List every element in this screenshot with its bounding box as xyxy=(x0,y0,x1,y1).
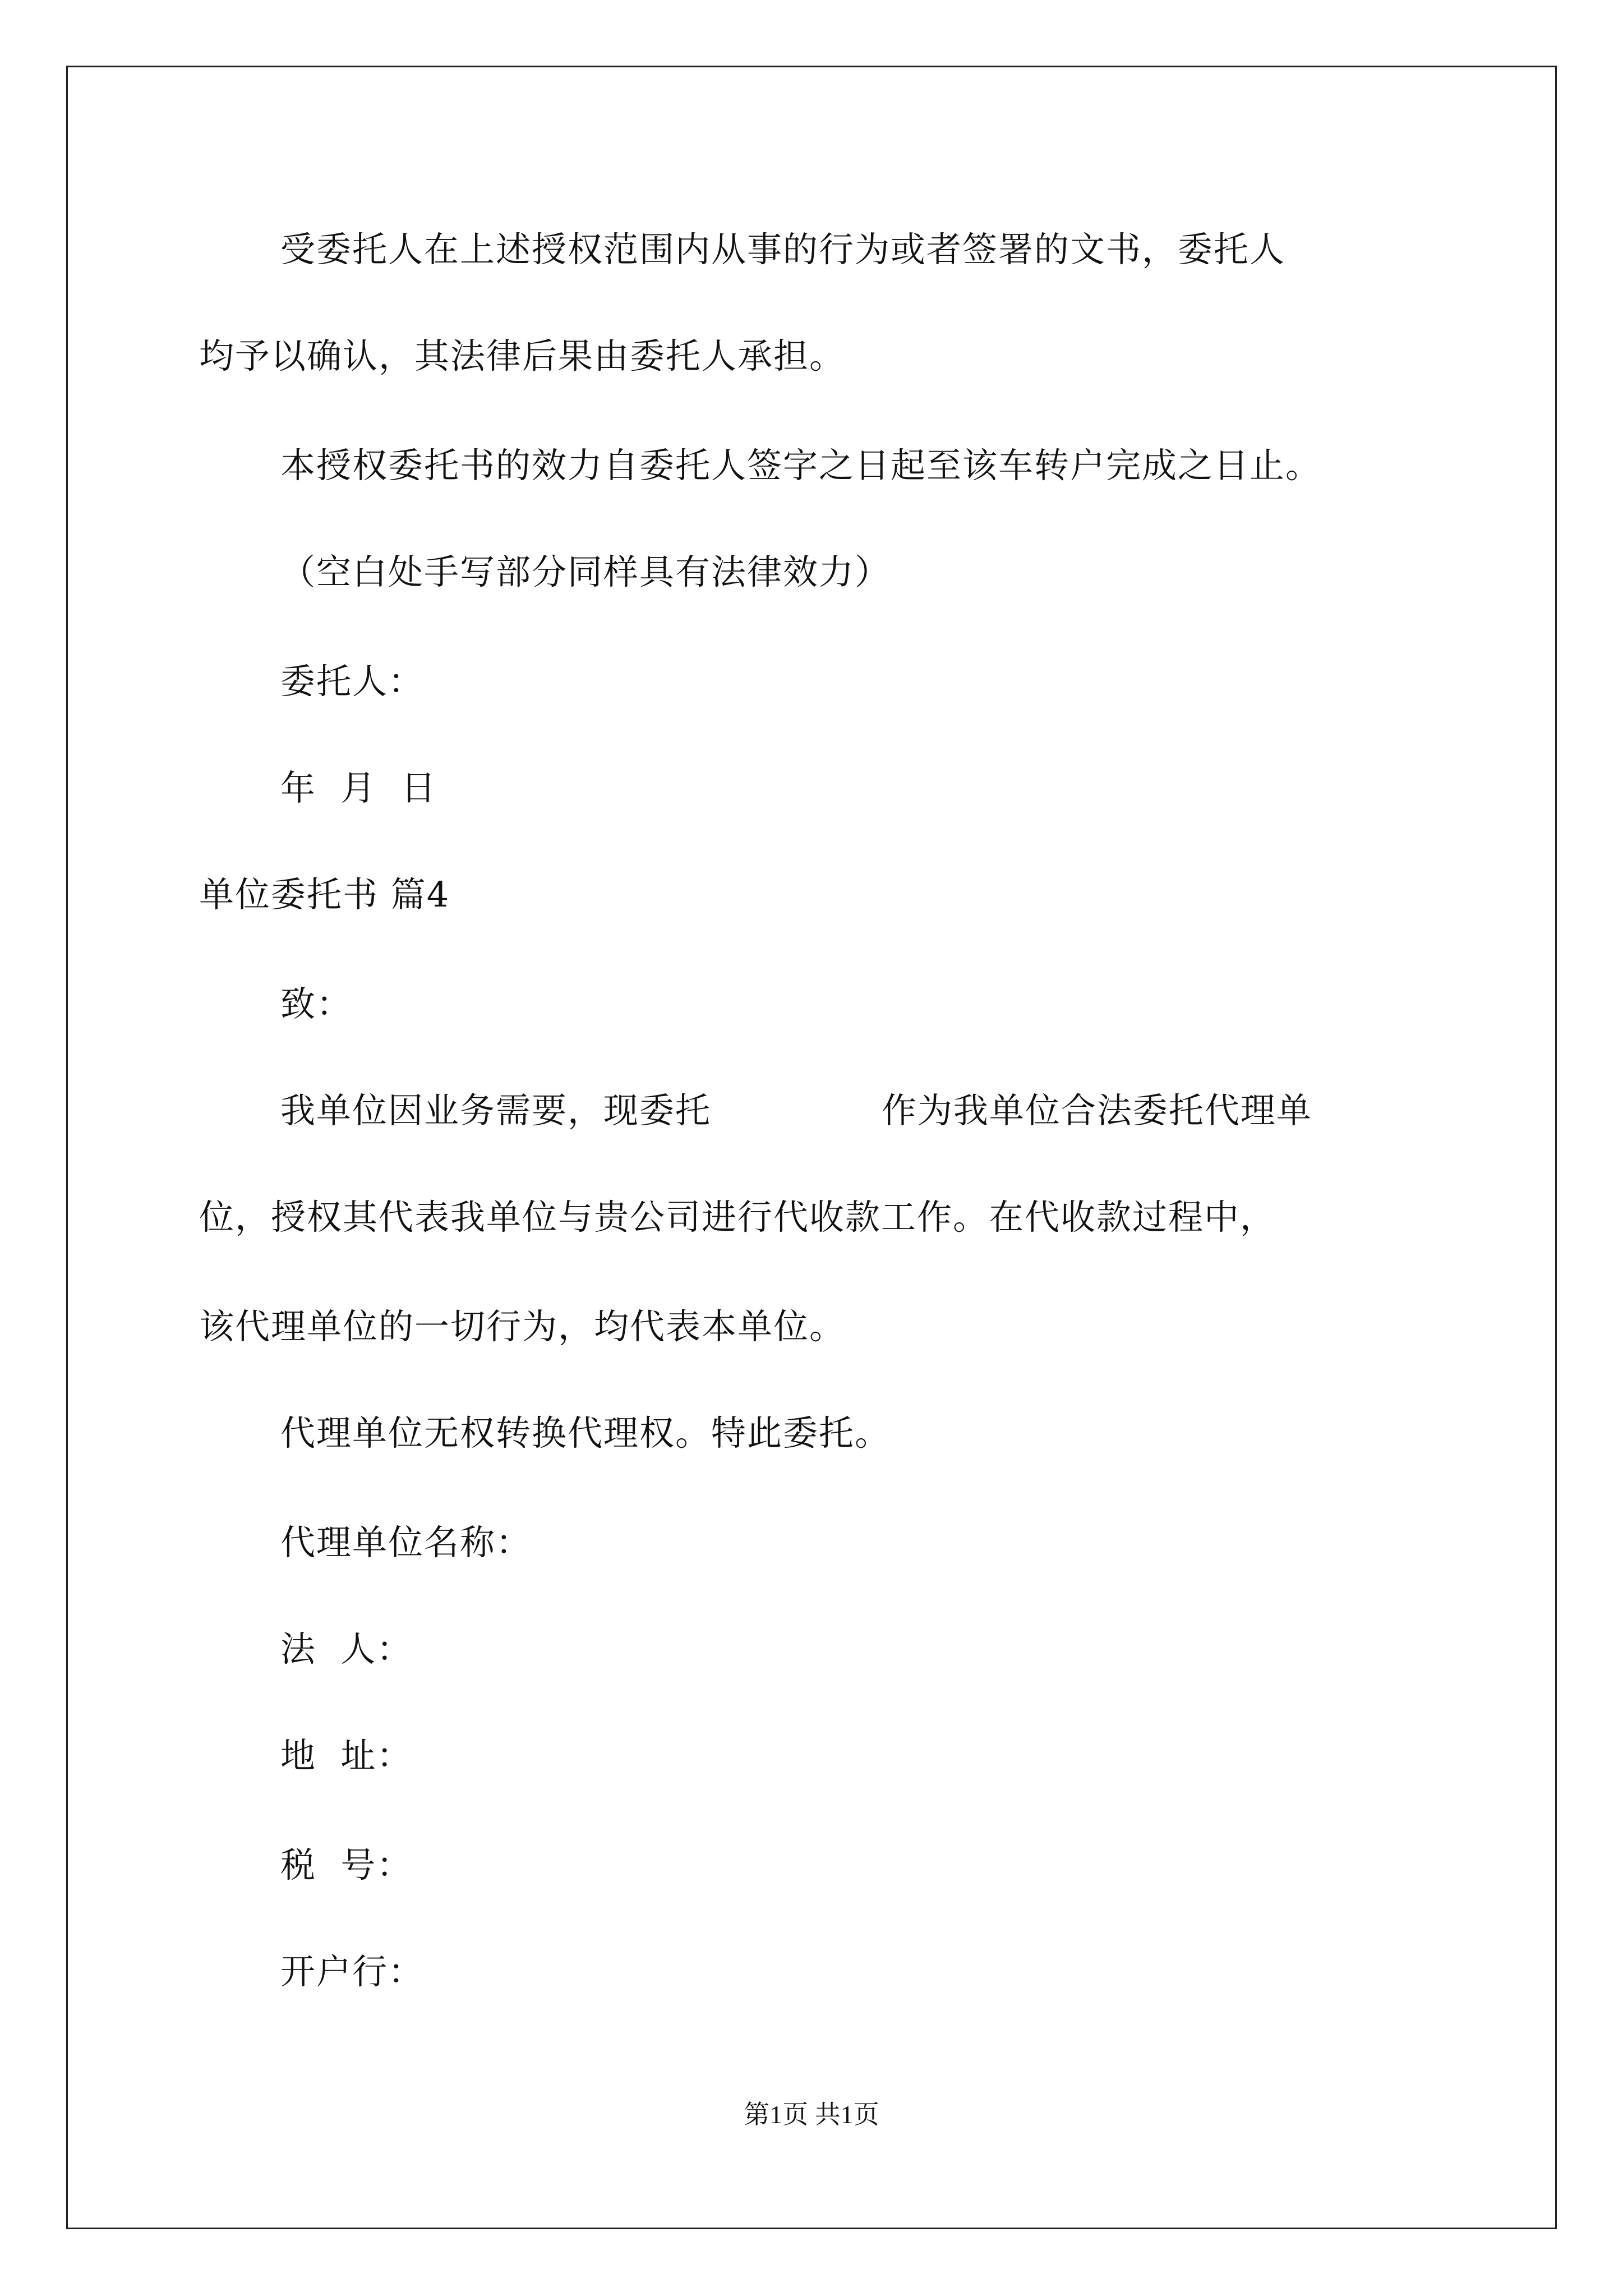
paragraph-line: 位，授权其代表我单位与贵公司进行代收款工作。在代收款过程中， xyxy=(199,1197,1276,1237)
paragraph-line: 均予以确认，其法律后果由委托人承担。 xyxy=(199,335,846,376)
field-label: 税 号： xyxy=(280,1844,413,1885)
paragraph-line: 受委托人在上述授权范围内从事的行为或者签署的文书，委托人 xyxy=(280,229,1286,270)
field-label: 地 址： xyxy=(280,1735,413,1776)
paragraph-line: 该代理单位的一切行为，均代表本单位。 xyxy=(199,1306,846,1347)
paragraph-line: 我单位因业务需要，现委托 作为我单位合法委托代理单 xyxy=(280,1090,1312,1131)
page-number-footer: 第1页 共1页 xyxy=(744,2100,879,2129)
paragraph-line: 致： xyxy=(280,983,353,1024)
date-line: 年 月 日 xyxy=(280,767,437,808)
paragraph-line: 本授权委托书的效力自委托人签字之日起至该车转户完成之日止。 xyxy=(280,445,1322,486)
paragraph-line: 委托人： xyxy=(280,661,425,702)
section-heading: 单位委托书 篇4 xyxy=(199,874,450,915)
paragraph-line: （空白处手写部分同样具有法律效力） xyxy=(280,551,891,592)
field-label: 法 人： xyxy=(280,1628,413,1669)
field-label: 开户行： xyxy=(280,1951,425,1992)
page-border xyxy=(66,66,1557,2229)
paragraph-line: 代理单位无权转换代理权。特此委托。 xyxy=(280,1412,891,1453)
field-label: 代理单位名称： xyxy=(280,1522,532,1563)
